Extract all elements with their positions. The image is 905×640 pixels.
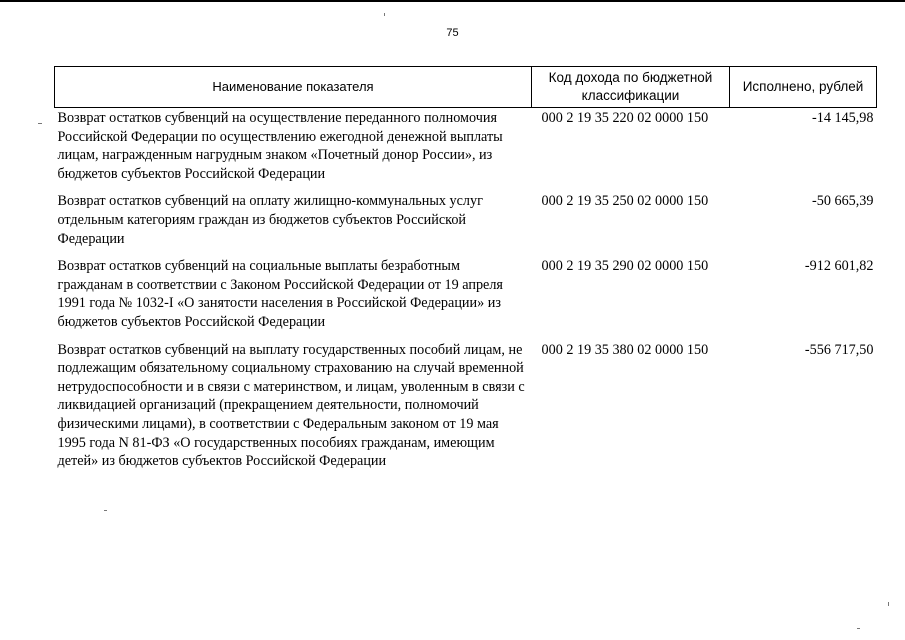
scan-speck <box>888 602 889 606</box>
row-amount: -912 601,82 <box>804 258 874 275</box>
row-name: Возврат остатков субвенций на социальные выплаты безработным гражданам в соответствии с Законом Российской Федерации от 19 апреля 1991 года № 1032-I «О занятости населения в Российской Федерации» из бюджетов субъектов Российской Федерации <box>57 258 503 330</box>
header-name: Наименование показателя <box>55 67 532 108</box>
table-header <box>55 67 877 108</box>
page-number: 75 <box>446 27 459 39</box>
table-row <box>55 340 877 479</box>
scan-speck <box>857 628 860 629</box>
row-name: Возврат остатков субвенций на выплату государственных пособий лицам, не подлежащим обязательному социальному страхованию на случай временной нетрудоспособности и в связи с материнством, и лицам, уволенным в связи с ликвидацией организаций (прекращением деятельности, полномочий физическими лицами), в соответствии с Федеральным законом от 19 мая 1995 года N 81-ФЗ «О государственных пособиях гражданам, имеющим детей» из бюджетов субъектов Российской Федерации <box>57 341 525 470</box>
row-name: Возврат остатков субвенций на оплату жилищно-коммунальных услуг отдельным категориям граждан из бюджетов субъектов Российской Федерации <box>57 193 483 247</box>
row-code: 000 2 19 35 290 02 0000 150 <box>541 258 709 275</box>
row-code: 000 2 19 35 250 02 0000 150 <box>541 193 709 210</box>
row-code: 000 2 19 35 220 02 0000 150 <box>541 110 709 126</box>
table-body <box>55 108 877 479</box>
row-amount: -556 717,50 <box>804 341 874 358</box>
table-row <box>55 191 877 256</box>
row-name: Возврат остатков субвенций на осуществление переданного полномочия Российской Федерации по осуществлению ежегодной денежной выплаты лицам, награжденным нагрудным знаком «Почетный донор России», из бюджетов субъектов Российской Федерации <box>57 110 503 182</box>
header-row <box>55 67 877 108</box>
row-amount: -50 665,39 <box>812 193 874 210</box>
scan-speck <box>104 510 107 511</box>
header-code: Код дохода по бюджетной классификации <box>532 67 730 108</box>
scan-speck <box>38 123 42 124</box>
header-amount: Исполнено, рублей <box>730 67 877 108</box>
row-code: 000 2 19 35 380 02 0000 150 <box>541 341 709 358</box>
page-top-rule <box>0 0 905 2</box>
table-row <box>55 256 877 339</box>
row-amount: -14 145,98 <box>812 110 874 126</box>
scan-speck <box>384 13 385 16</box>
table-row <box>55 108 877 192</box>
budget-report-table <box>54 66 877 479</box>
